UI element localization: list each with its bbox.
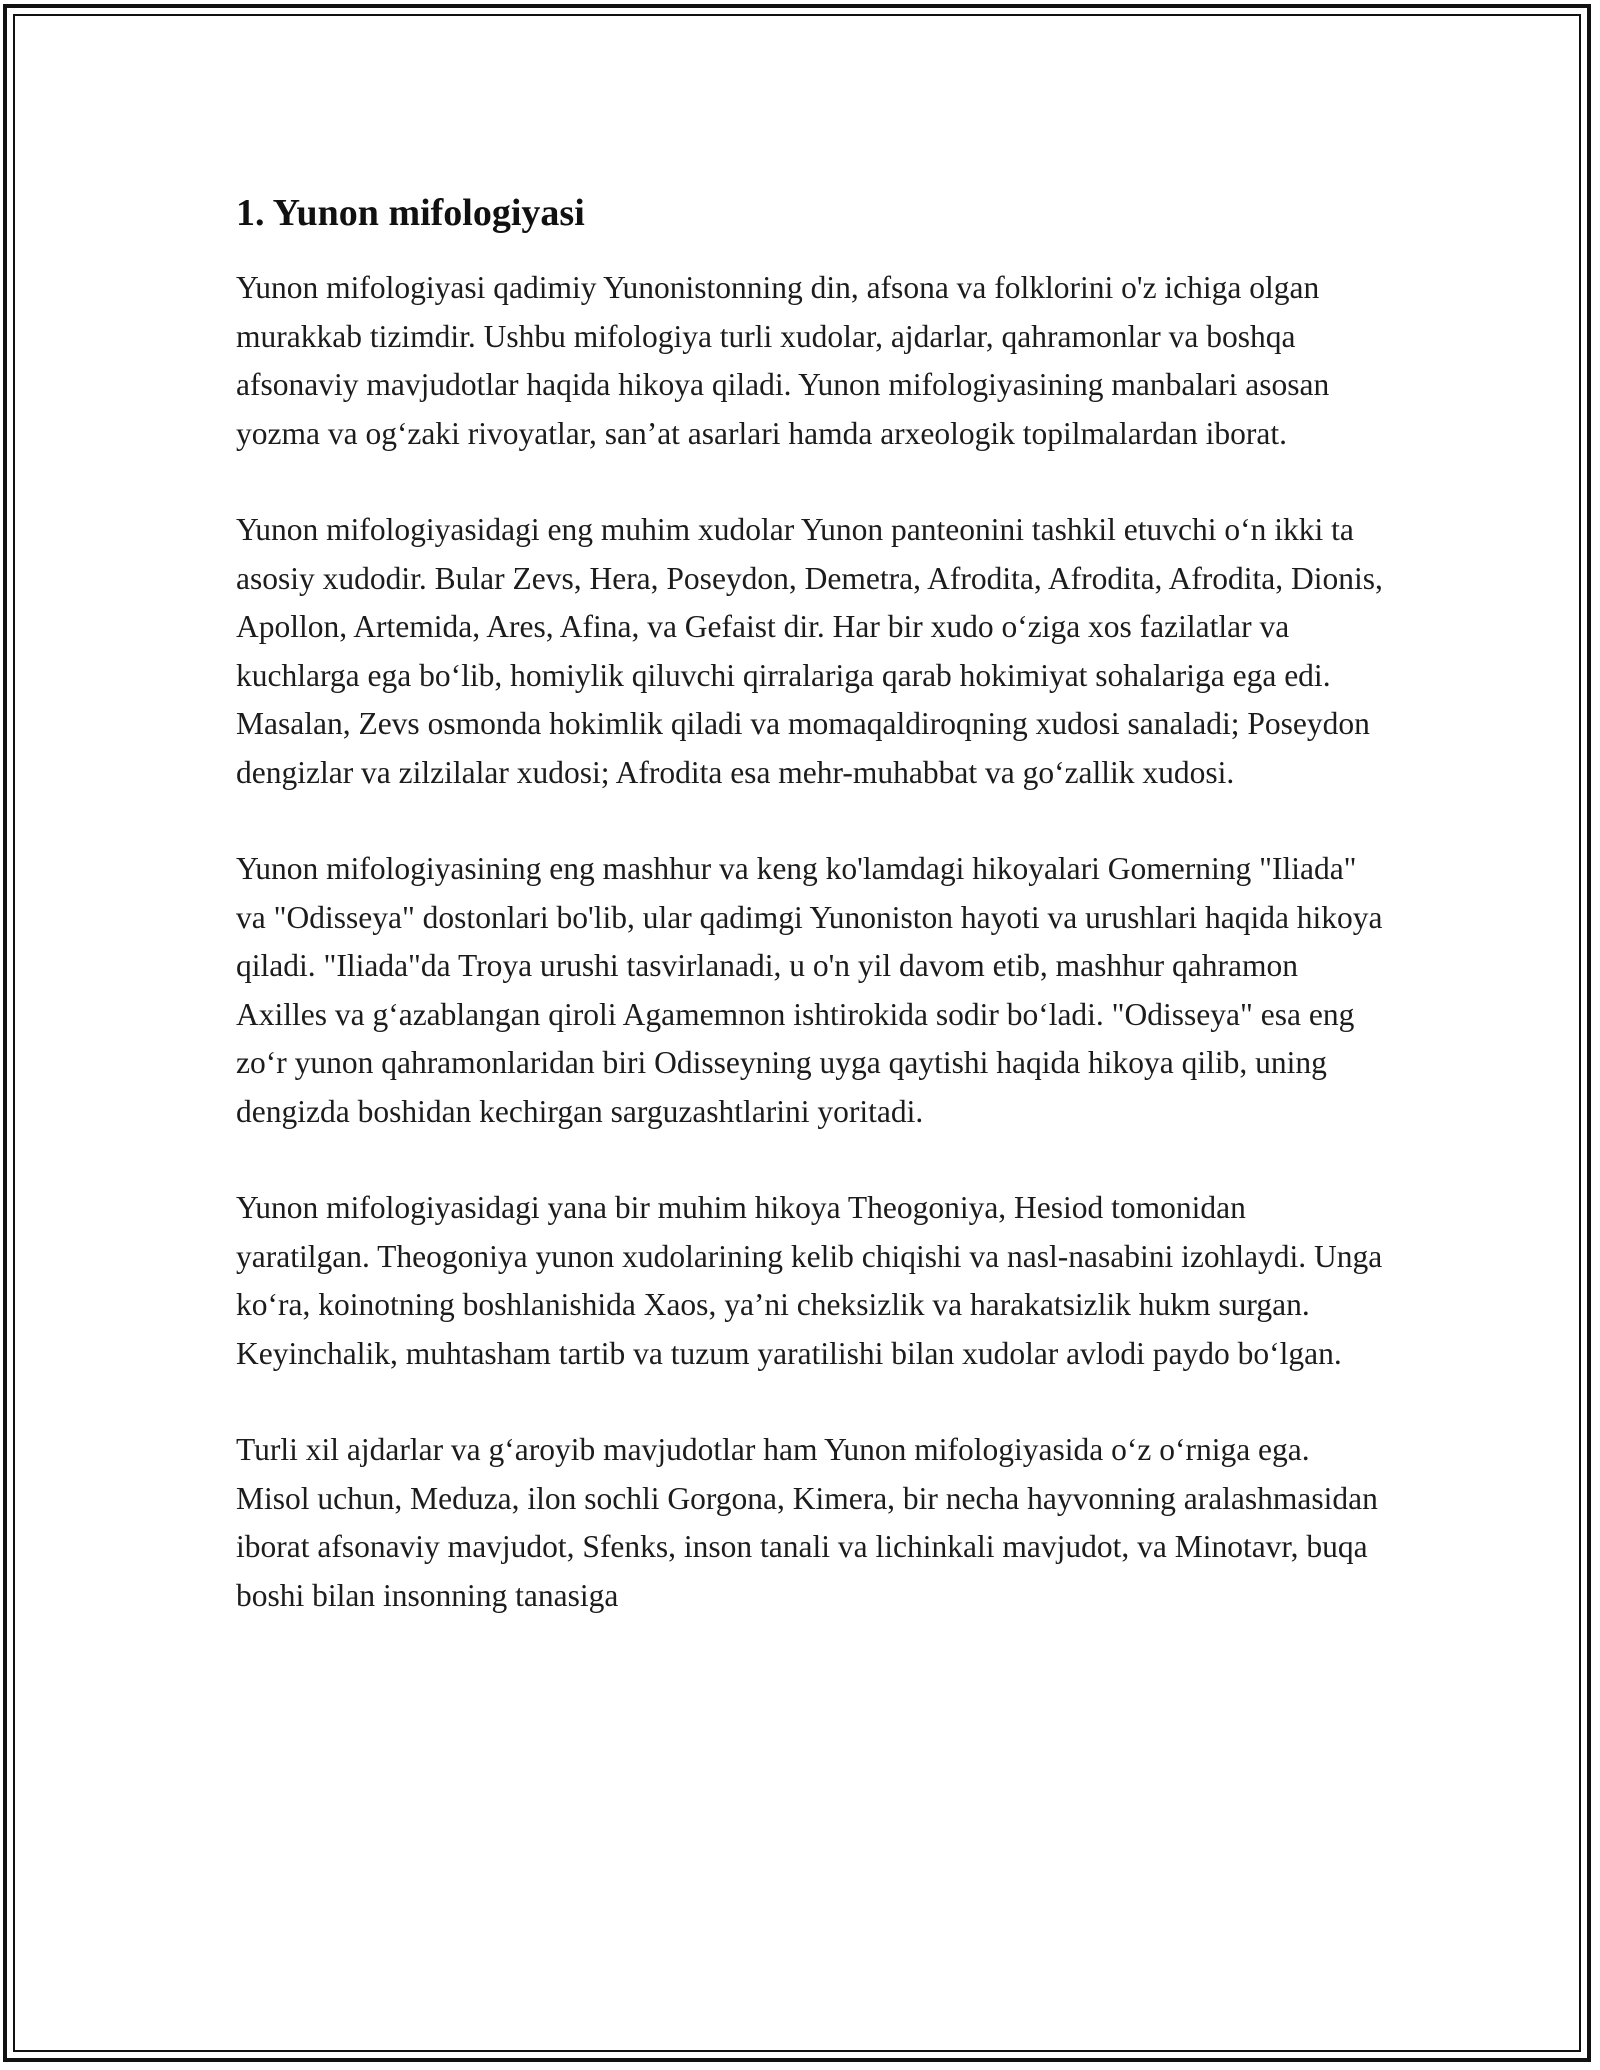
- document-body: [236, 188, 1386, 1668]
- paragraph-theogony: Yunon mifologiyasidagi yana bir muhim hikoya Theogoniya, Hesiod tomonidan yaratilgan. Theogoniya yunon xudolarining kelib chiqishi va nasl-nasabini izohlaydi. Unga ko‘ra, koinotning boshlanishida Xaos, ya’ni cheksizlik va harakatsizlik hukm surgan. Keyinchalik, muhtasham tartib va tuzum yaratilishi bilan xudolar avlodi paydo bo‘lgan.: [236, 1190, 1383, 1371]
- section-title: 1. Yunon mifologiyasi: [236, 192, 585, 234]
- paragraph-creatures: Turli xil ajdarlar va g‘aroyib mavjudotlar ham Yunon mifologiyasida o‘z o‘rniga ega. Misol uchun, Meduza, ilon sochli Gorgona, Kimera, bir necha hayvonning aralashmasidan iborat afsonaviy mavjudot, Sfenks, inson tanali va lichinkali mavjudot, va Minotavr, buqa boshi bilan insonning tanasiga: [236, 1432, 1378, 1613]
- paragraph-intro: Yunon mifologiyasi qadimiy Yunonistonning din, afsona va folklorini o'z ichiga olgan murakkab tizimdir. Ushbu mifologiya turli xudolar, ajdarlar, qahramonlar va boshqa afsonaviy mavjudotlar haqida hikoya qiladi. Yunon mifologiyasining manbalari asosan yozma va og‘zaki rivoyatlar, san’at asarlari hamda arxeologik topilmalardan iborat.: [236, 270, 1330, 451]
- paragraph-pantheon: Yunon mifologiyasidagi eng muhim xudolar Yunon panteonini tashkil etuvchi o‘n ikki ta asosiy xudodir. Bular Zevs, Hera, Poseydon, Demetra, Afrodita, Afrodita, Afrodita, Dionis, Apollon, Artemida, Ares, Afina, va Gefaist dir. Har bir xudo o‘ziga xos fazilatlar va kuchlarga ega bo‘lib, homiylik qiluvchi qirralariga qarab hokimiyat sohalariga ega edi. Masalan, Zevs osmonda hokimlik qiladi va momaqaldiroqning xudosi sanaladi; Poseydon dengizlar va zilzilalar xudosi; Afrodita esa mehr-muhabbat va go‘zallik xudosi.: [236, 512, 1383, 790]
- paragraph-homer: Yunon mifologiyasining eng mashhur va keng ko'lamdagi hikoyalari Gomerning "Iliada" va "Odisseya" dostonlari bo'lib, ular qadimgi Yunoniston hayoti va urushlari haqida hikoya qiladi. "Iliada"da Troya urushi tasvirlanadi, u o'n yil davom etib, mashhur qahramon Axilles va g‘azablangan qiroli Agamemnon ishtirokida sodir bo‘ladi. "Odisseya" esa eng zo‘r yunon qahramonlaridan biri Odisseyning uyga qaytishi haqida hikoya qilib, uning dengizda boshidan kechirgan sarguzashtlarini yoritadi.: [236, 851, 1383, 1129]
